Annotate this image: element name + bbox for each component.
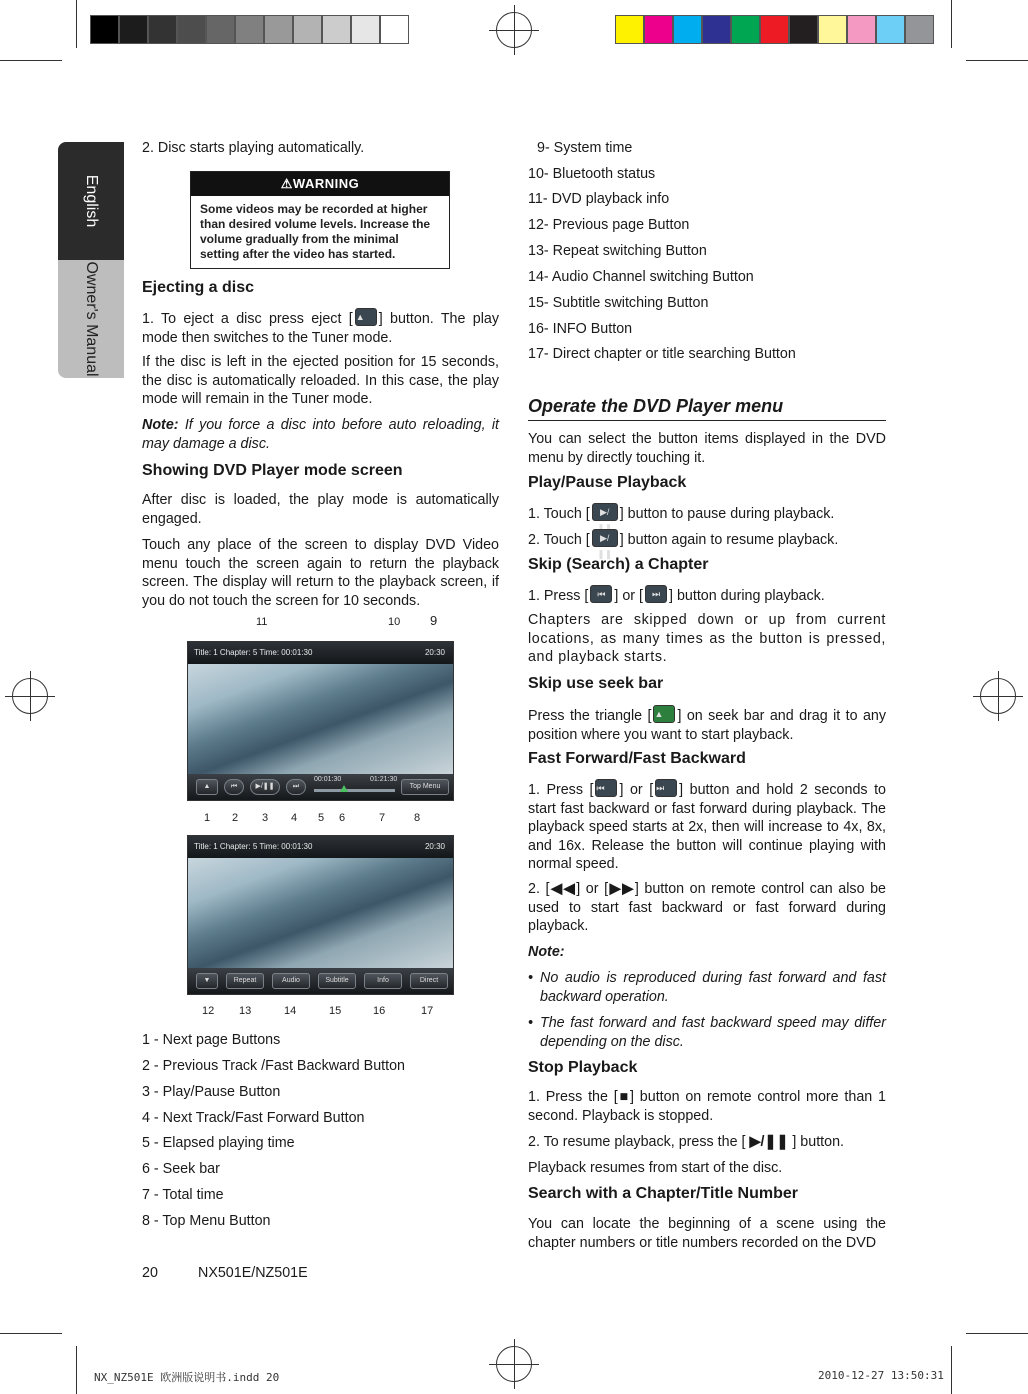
language-tab-label: English bbox=[83, 174, 100, 228]
note-label: Note: bbox=[142, 417, 179, 433]
registration-mark-top bbox=[496, 12, 532, 48]
list-item: 14- Audio Channel switching Button bbox=[528, 269, 754, 285]
system-time: 20:30 bbox=[424, 842, 445, 851]
section-title: Operate the DVD Player menu bbox=[528, 396, 886, 421]
callout-number: 11 bbox=[256, 616, 268, 628]
play-step-1 bbox=[528, 503, 834, 524]
list-item: 6 - Seek bar bbox=[142, 1161, 220, 1177]
ff-note-bullet-2 bbox=[528, 1014, 886, 1051]
crop-mark bbox=[76, 1346, 77, 1394]
list-item: 15- Subtitle switching Button bbox=[528, 295, 709, 311]
repeat-button[interactable]: Repeat bbox=[226, 973, 264, 989]
color-swatch bbox=[818, 15, 847, 44]
color-swatch bbox=[905, 15, 934, 44]
showing-paragraph-1: After disc is loaded, the play mode is automatically engaged. bbox=[142, 492, 499, 527]
seek-text bbox=[528, 705, 886, 744]
text: 2. To resume playback, press the [ bbox=[528, 1134, 746, 1150]
language-tab bbox=[58, 142, 124, 260]
list-item: 11- DVD playback info bbox=[528, 191, 670, 207]
stop-heading: Stop Playback bbox=[528, 1059, 638, 1076]
warning-text: Some videos may be recorded at higher than desired volume levels. Increase the volume gradually from the minimal setting after the video has started. bbox=[200, 202, 431, 261]
previous-page-button[interactable]: ▼ bbox=[196, 973, 218, 989]
bullet: • bbox=[528, 970, 534, 986]
color-swatch bbox=[90, 15, 119, 44]
callout-number: 2 bbox=[232, 812, 239, 824]
step-2-text: 2. Disc starts playing automatically. bbox=[142, 140, 365, 156]
direct-button[interactable]: Direct bbox=[410, 973, 448, 989]
color-swatch bbox=[148, 15, 177, 44]
callout-number: 5 bbox=[318, 812, 325, 824]
color-swatch bbox=[206, 15, 235, 44]
video-frame-image bbox=[188, 858, 453, 968]
color-swatch bbox=[673, 15, 702, 44]
next-icon bbox=[645, 585, 667, 603]
eject-p1-start: 1. To eject a disc press eject [ bbox=[142, 311, 353, 327]
play-pause-icon: ▶/❚❚ bbox=[745, 1134, 793, 1150]
control-bar bbox=[188, 774, 453, 800]
search-heading: Search with a Chapter/Title Number bbox=[528, 1185, 798, 1202]
text: ] or [ bbox=[619, 782, 654, 798]
callout-number: 14 bbox=[284, 1005, 297, 1017]
crop-mark bbox=[951, 1346, 952, 1394]
color-swatch bbox=[615, 15, 644, 44]
seek-triangle-icon bbox=[653, 705, 675, 723]
list-item: 5 - Elapsed playing time bbox=[142, 1135, 295, 1151]
top-menu-button[interactable]: Top Menu bbox=[401, 779, 449, 795]
playback-info-text: Title: 1 Chapter: 5 Time: 00:01:30 bbox=[194, 842, 313, 851]
color-swatch bbox=[731, 15, 760, 44]
callout-number: 17 bbox=[421, 1005, 434, 1017]
crop-mark bbox=[966, 60, 1028, 61]
playback-info-bar bbox=[188, 642, 453, 664]
total-time: 01:21:30 bbox=[370, 776, 398, 783]
seek-handle-icon[interactable] bbox=[340, 785, 348, 792]
color-swatch bbox=[380, 15, 409, 44]
text: 1. Press the [ bbox=[528, 1089, 618, 1105]
note-label: Note: bbox=[528, 944, 565, 960]
ff-step-1 bbox=[528, 779, 886, 874]
text: Press the triangle [ bbox=[528, 708, 652, 724]
callout-number: 3 bbox=[262, 812, 269, 824]
model-number: NX501E/NZ501E bbox=[198, 1265, 308, 1281]
play-pause-heading: Play/Pause Playback bbox=[528, 474, 687, 491]
list-item: 3 - Play/Pause Button bbox=[142, 1084, 281, 1100]
skip-heading: Skip (Search) a Chapter bbox=[528, 556, 709, 573]
text: The fast forward and fast backward speed may differ depending on the disc. bbox=[540, 1015, 886, 1050]
next-page-button[interactable]: ▲ bbox=[196, 779, 218, 795]
ff-heading: Fast Forward/Fast Backward bbox=[528, 750, 746, 767]
playback-info-text: Title: 1 Chapter: 5 Time: 00:01:30 bbox=[194, 648, 313, 657]
dvd-menu-screenshot bbox=[187, 835, 454, 995]
list-item: 16- INFO Button bbox=[528, 321, 633, 337]
showing-paragraph-2: Touch any place of the screen to display DVD Video menu touch the screen again to return the playback screen. The display will return to the playback screen, if you do not touch the screen for 10 seconds. bbox=[142, 537, 499, 609]
text: 1. Press [ bbox=[528, 782, 594, 798]
text: ] button to pause during playback. bbox=[619, 506, 835, 522]
color-swatch bbox=[760, 15, 789, 44]
crop-mark bbox=[0, 1333, 62, 1334]
registration-mark-left bbox=[12, 678, 48, 714]
list-item: 1 - Next page Buttons bbox=[142, 1032, 281, 1048]
callout-number: 10 bbox=[388, 616, 401, 628]
skip-step-1 bbox=[528, 585, 825, 606]
crop-mark bbox=[966, 1333, 1028, 1334]
elapsed-time: 00:01:30 bbox=[314, 776, 342, 783]
color-swatch bbox=[322, 15, 351, 44]
color-swatch bbox=[789, 15, 818, 44]
color-swatch bbox=[235, 15, 264, 44]
fast-forward-icon: ▶▶ bbox=[608, 881, 635, 897]
list-item: 7 - Total time bbox=[142, 1187, 224, 1203]
color-swatch bbox=[644, 15, 673, 44]
stop-step-2 bbox=[528, 1133, 844, 1152]
eject-paragraph-2: If the disc is left in the ejected position for 15 seconds, the disc is automatically reloaded. In this case, the play mode will remain in the Tuner mode. bbox=[142, 354, 499, 407]
list-item: 2 - Previous Track /Fast Backward Button bbox=[142, 1058, 406, 1074]
eject-icon bbox=[355, 308, 377, 326]
stop-icon: ■ bbox=[617, 1089, 631, 1105]
subtitle-button[interactable]: Subtitle bbox=[318, 973, 356, 989]
info-button[interactable]: Info bbox=[364, 973, 402, 989]
eject-p1-end: ] button. The play mode then switches to the Tuner mode. bbox=[142, 311, 499, 346]
callout-number: 4 bbox=[291, 812, 298, 824]
menu-bar bbox=[188, 968, 453, 994]
list-item: 13- Repeat switching Button bbox=[528, 243, 707, 259]
registration-mark-right bbox=[980, 678, 1016, 714]
next-track-button[interactable]: ⏭ bbox=[286, 779, 306, 795]
manual-tab bbox=[58, 260, 124, 378]
list-item: 4 - Next Track/Fast Forward Button bbox=[142, 1110, 365, 1126]
warning-title: WARNING bbox=[292, 176, 360, 191]
ff-note-label bbox=[528, 943, 565, 962]
ff-note-bullet-1 bbox=[528, 969, 886, 1006]
text: 1. Touch [ bbox=[528, 506, 590, 522]
showing-heading: Showing DVD Player mode screen bbox=[142, 462, 403, 479]
seek-heading: Skip use seek bar bbox=[528, 675, 664, 692]
play-pause-button[interactable]: ▶/❚❚ bbox=[250, 779, 280, 795]
text: No audio is reproduced during fast forward and fast backward operation. bbox=[540, 970, 886, 1005]
search-text: You can locate the beginning of a scene using the chapter numbers or title numbers recorded on the DVD bbox=[528, 1216, 886, 1251]
text: 1. Press [ bbox=[528, 588, 589, 604]
text: ] on seek bar and drag it to any position where you want to start playback. bbox=[528, 708, 886, 743]
color-swatch bbox=[876, 15, 905, 44]
list-item: 9- System time bbox=[537, 140, 633, 156]
manual-tab-label: Owner's Manual bbox=[83, 261, 100, 377]
text: 2. [ bbox=[528, 881, 550, 897]
color-swatch bbox=[847, 15, 876, 44]
text: ] or [ bbox=[614, 588, 643, 604]
warning-box bbox=[190, 171, 450, 269]
system-time: 20:30 bbox=[424, 648, 445, 657]
callout-number: 13 bbox=[239, 1005, 252, 1017]
color-swatch bbox=[177, 15, 206, 44]
crop-mark bbox=[76, 0, 77, 48]
eject-paragraph-1 bbox=[142, 308, 499, 347]
stop-step-3: Playback resumes from start of the disc. bbox=[528, 1160, 783, 1176]
callout-number: 12 bbox=[202, 1005, 215, 1017]
eject-note bbox=[142, 416, 499, 453]
list-item: 8 - Top Menu Button bbox=[142, 1213, 271, 1229]
bullet: • bbox=[528, 1015, 534, 1031]
callout-number: 15 bbox=[329, 1005, 342, 1017]
seek-bar[interactable] bbox=[314, 789, 395, 792]
ff-step-2 bbox=[528, 880, 886, 936]
stop-step-1 bbox=[528, 1088, 886, 1125]
text: ] button during playback. bbox=[669, 588, 825, 604]
text: ] button. bbox=[792, 1134, 845, 1150]
audio-button[interactable]: Audio bbox=[272, 973, 310, 989]
print-slug-file: NX_NZ501E 欧洲版说明书.indd 20 bbox=[94, 1371, 280, 1384]
skip-step-2: Chapters are skipped down or up from current locations, as many times as the button is pressed, and playback starts. bbox=[528, 612, 886, 665]
playback-info-bar bbox=[188, 836, 453, 858]
rewind-icon: ◀◀ bbox=[549, 881, 577, 897]
note-text: If you force a disc into before auto reloading, it may damage a disc. bbox=[142, 417, 499, 452]
callout-number: 7 bbox=[379, 812, 386, 824]
page-number: 20 bbox=[142, 1265, 158, 1281]
video-frame-image bbox=[188, 664, 453, 774]
menu-intro: You can select the button items displayed in the DVD menu by directly touching it. bbox=[528, 431, 886, 466]
warning-icon: ⚠ bbox=[280, 176, 293, 191]
text: 2. Touch [ bbox=[528, 532, 590, 548]
list-item: 10- Bluetooth status bbox=[528, 166, 656, 182]
play-pause-icon bbox=[592, 503, 618, 521]
crop-mark bbox=[951, 0, 952, 48]
registration-mark-bottom bbox=[496, 1346, 532, 1382]
list-item: 12- Previous page Button bbox=[528, 217, 690, 233]
previous-icon bbox=[595, 779, 617, 797]
list-item: 17- Direct chapter or title searching Button bbox=[528, 346, 796, 362]
text: ] or [ bbox=[576, 881, 609, 897]
callout-number: 9 bbox=[430, 613, 438, 628]
dvd-playback-screenshot bbox=[187, 641, 454, 801]
play-step-2 bbox=[528, 529, 838, 550]
color-swatch bbox=[119, 15, 148, 44]
warning-header bbox=[191, 172, 449, 196]
eject-heading: Ejecting a disc bbox=[142, 279, 255, 296]
color-swatch bbox=[351, 15, 380, 44]
color-swatch bbox=[264, 15, 293, 44]
previous-icon bbox=[590, 585, 612, 603]
text: ] button and hold 2 seconds to start fast backward or fast forward during playback. The playback speed starts at 2x, then will increase to 4x, 8x, and 16x. Release the button will continue playing with normal speed. bbox=[528, 782, 886, 872]
text: ] button on remote control more than 1 second. Playback is stopped. bbox=[528, 1089, 886, 1124]
color-swatch bbox=[702, 15, 731, 44]
crop-mark bbox=[0, 60, 62, 61]
text: ] button again to resume playback. bbox=[619, 532, 839, 548]
color-swatch bbox=[293, 15, 322, 44]
callout-number: 6 bbox=[339, 812, 346, 824]
play-pause-icon bbox=[592, 529, 618, 547]
previous-track-button[interactable]: ⏮ bbox=[224, 779, 244, 795]
callout-number: 16 bbox=[373, 1005, 386, 1017]
text: ] button on remote control can also be used to start fast backward or fast forward during playback. bbox=[528, 881, 886, 934]
callout-number: 1 bbox=[204, 812, 211, 824]
next-icon bbox=[655, 779, 677, 797]
callout-number: 8 bbox=[414, 812, 421, 824]
print-slug-date: 2010-12-27 13:50:31 bbox=[818, 1369, 944, 1382]
